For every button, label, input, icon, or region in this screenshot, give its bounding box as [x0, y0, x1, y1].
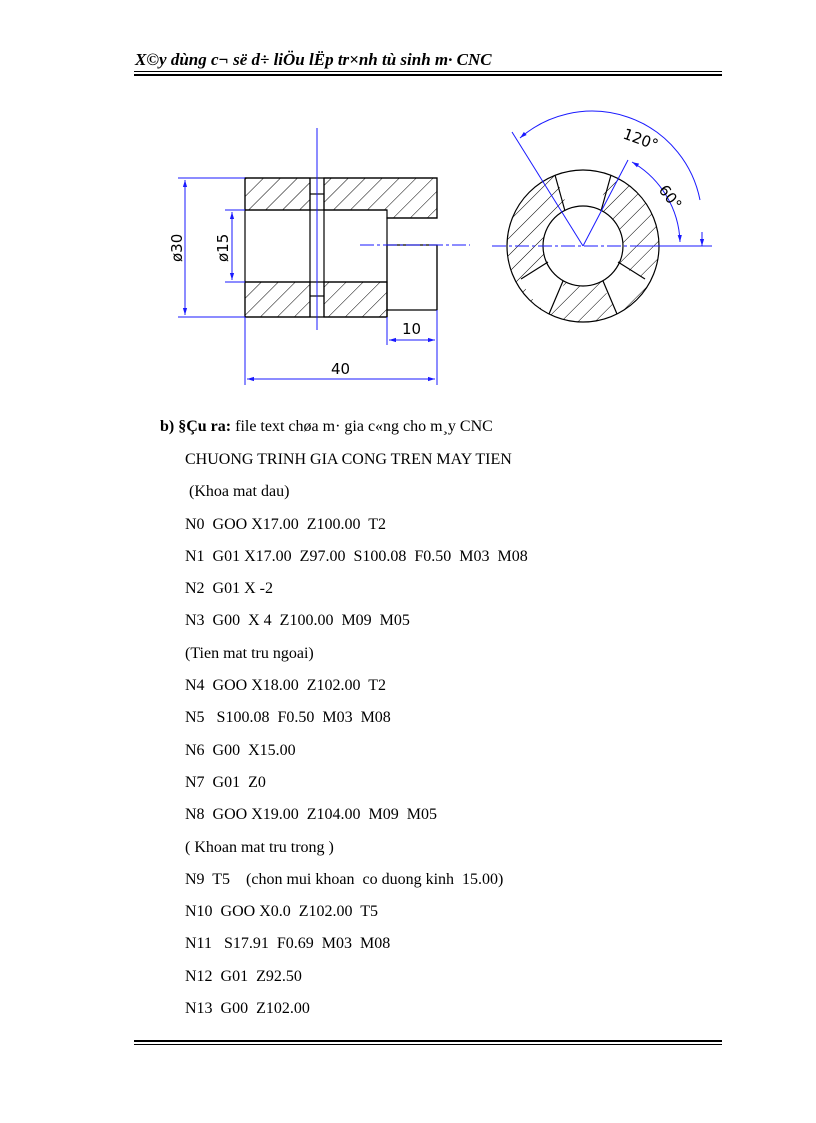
dim-bore-diameter-text: ø15	[214, 233, 232, 262]
program-line: N2 G01 X -2	[185, 580, 273, 598]
dim-angle-large-text: 120°	[620, 124, 661, 155]
header-rule	[134, 71, 722, 72]
program-line: N4 GOO X18.00 Z102.00 T2	[185, 677, 387, 695]
output-heading	[160, 418, 493, 436]
dim-step-length-text: 10	[402, 320, 422, 338]
program-line: N3 G00 X 4 Z100.00 M09 M05	[185, 612, 410, 630]
dim-outer-diameter	[178, 178, 245, 317]
output-label: b) §Çu ra:	[160, 418, 232, 435]
page-header-title: X©y dùng c¬ së d÷ liÖu lËp tr×nh tù sinh m· CNC	[135, 50, 492, 69]
program-line: N12 G01 Z92.50	[185, 967, 302, 985]
dim-angle-small-text: 60°	[654, 181, 686, 214]
program-line: N11 S17.91 F0.69 M03 M08	[185, 935, 391, 953]
output-description: file text chøa m· gia c«ng cho m¸y CNC	[231, 418, 493, 435]
program-line: (Tien mat tru ngoai)	[185, 644, 314, 662]
program-line: N0 GOO X17.00 Z100.00 T2	[185, 515, 387, 533]
footer-rule-thick	[134, 1040, 722, 1042]
program-line: N8 GOO X19.00 Z104.00 M09 M05	[185, 806, 437, 824]
technical-drawing	[150, 110, 730, 400]
footer-rule	[134, 1044, 722, 1045]
section-view	[245, 178, 437, 317]
program-line: N10 GOO X0.0 Z102.00 T5	[185, 903, 379, 921]
program-line: N9 T5 (chon mui khoan co duong kinh 15.00)	[185, 870, 504, 888]
program-line: N5 S100.08 F0.50 M03 M08	[185, 709, 391, 727]
program-line: N1 G01 X17.00 Z97.00 S100.08 F0.50 M03 M08	[185, 547, 528, 565]
dim-total-length-text: 40	[331, 360, 351, 378]
program-line: N6 G00 X15.00	[185, 741, 296, 759]
program-line: ( Khoan mat tru trong )	[185, 838, 334, 856]
program-line: N7 G01 Z0	[185, 773, 266, 791]
cnc-program	[185, 450, 528, 1031]
program-line: N13 G00 Z102.00	[185, 1000, 310, 1018]
dim-outer-diameter-text: ø30	[168, 233, 186, 262]
program-line: (Khoa mat dau)	[185, 483, 290, 501]
program-line: CHUONG TRINH GIA CONG TREN MAY TIEN	[185, 451, 512, 468]
header-rule-thick	[134, 74, 722, 76]
